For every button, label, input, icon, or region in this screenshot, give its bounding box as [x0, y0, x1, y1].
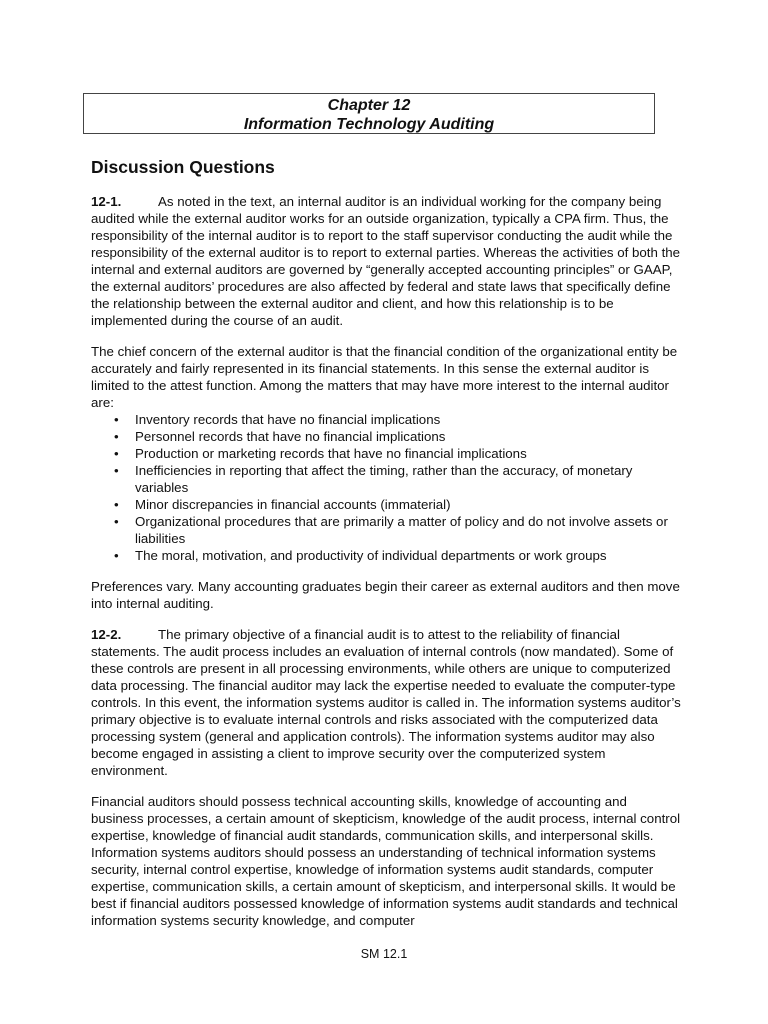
list-item-text: Personnel records that have no financial implications: [135, 429, 446, 444]
list-item: • The moral, motivation, and productivity of individual departments or work groups: [114, 548, 607, 563]
list-item: • Organizational procedures that are primarily a matter of policy and do not involve assets or liabilities: [114, 514, 668, 546]
q1-paragraph-2: The chief concern of the external auditor is that the financial condition of the organizational entity be accurately and fairly represented in its financial statements. In this sense the external auditor is limited to the attest function. Among the matters that may have more interest to the internal auditor are:: [91, 344, 678, 410]
q1-para1-text: As noted in the text, an internal auditor is an individual working for the company being audited while the external auditor works for an outside organization, typically a CPA firm. Thus, the responsibility of the internal auditor is to report to the staff supervisor conducting the audit while the responsibility of the external auditor is to report to external parties. Whereas the activities of both the internal and external auditors are governed by “generally accepted accounting principles” or GAAP, the external auditors’ procedures are also affected by federal and state laws that specifically define the relationship between the external auditor and client, and how this relationship is to be implemented during the course of an audit.: [91, 194, 681, 328]
section-heading: Discussion Questions: [91, 157, 275, 177]
document-body: [91, 193, 681, 943]
chapter-number: Chapter 12: [327, 97, 411, 114]
list-item: • Minor discrepancies in financial accounts (immaterial): [114, 497, 451, 512]
q1-paragraph-1: [91, 193, 681, 329]
list-item-text: Organizational procedures that are primarily a matter of policy and do not involve assets or liabilities: [135, 514, 668, 546]
list-item: • Inventory records that have no financial implications: [114, 412, 441, 427]
q2-paragraph-2: Financial auditors should possess technical accounting skills, knowledge of accounting and business processes, a certain amount of skepticism, knowledge of the audit process, internal control expertise, knowledge of financial audit standards, communication skills, and interpersonal skills. Information systems auditors should possess an understanding of technical information systems security, internal control expertise, knowledge of information systems audit standards, computer expertise, communication skills, a certain amount of skepticism, and interpersonal skills. It would be best if financial auditors possessed knowledge of information systems audit standards and technical information systems security knowledge, and computer: [91, 794, 681, 928]
chapter-title: Information Technology Auditing: [243, 116, 495, 133]
list-item-text: Inventory records that have no financial implications: [135, 412, 441, 427]
chapter-title-box: [83, 93, 655, 134]
q1-number: 12-1.: [91, 194, 122, 209]
list-item-text: Minor discrepancies in financial accounts (immaterial): [135, 497, 451, 512]
list-item: • Personnel records that have no financial implications: [114, 429, 446, 444]
q1-paragraph-3: Preferences vary. Many accounting graduates begin their career as external auditors and then move into internal auditing.: [91, 579, 680, 611]
list-item-text: Production or marketing records that have no financial implications: [135, 446, 527, 461]
list-item: • Production or marketing records that have no financial implications: [114, 446, 527, 461]
page-footer: SM 12.1: [360, 947, 408, 961]
list-item-text: Inefficiencies in reporting that affect the timing, rather than the accuracy, of monetary variables: [135, 463, 633, 495]
q2-para1-text: The primary objective of a financial audit is to attest to the reliability of financial statements. The audit process includes an evaluation of internal controls (now mandated). Some of these controls are present in all processing environments, while others are unique to computerized data processing. The financial auditor may lack the expertise needed to evaluate the computer-type controls. In this event, the information systems auditor is called in. The information systems auditor’s primary objective is to evaluate internal controls and risks associated with the computerized data processing system (general and application controls). The information systems auditor may also become engaged in assisting a client to improve security over the computerized system environment.: [91, 627, 681, 778]
list-item: • Inefficiencies in reporting that affect the timing, rather than the accuracy, of monetary variables: [114, 463, 633, 495]
list-item-text: The moral, motivation, and productivity of individual departments or work groups: [135, 548, 607, 563]
q2-number: 12-2.: [91, 627, 122, 642]
q1-bullet-list: [91, 411, 681, 564]
q2-paragraph-1: [91, 626, 681, 779]
